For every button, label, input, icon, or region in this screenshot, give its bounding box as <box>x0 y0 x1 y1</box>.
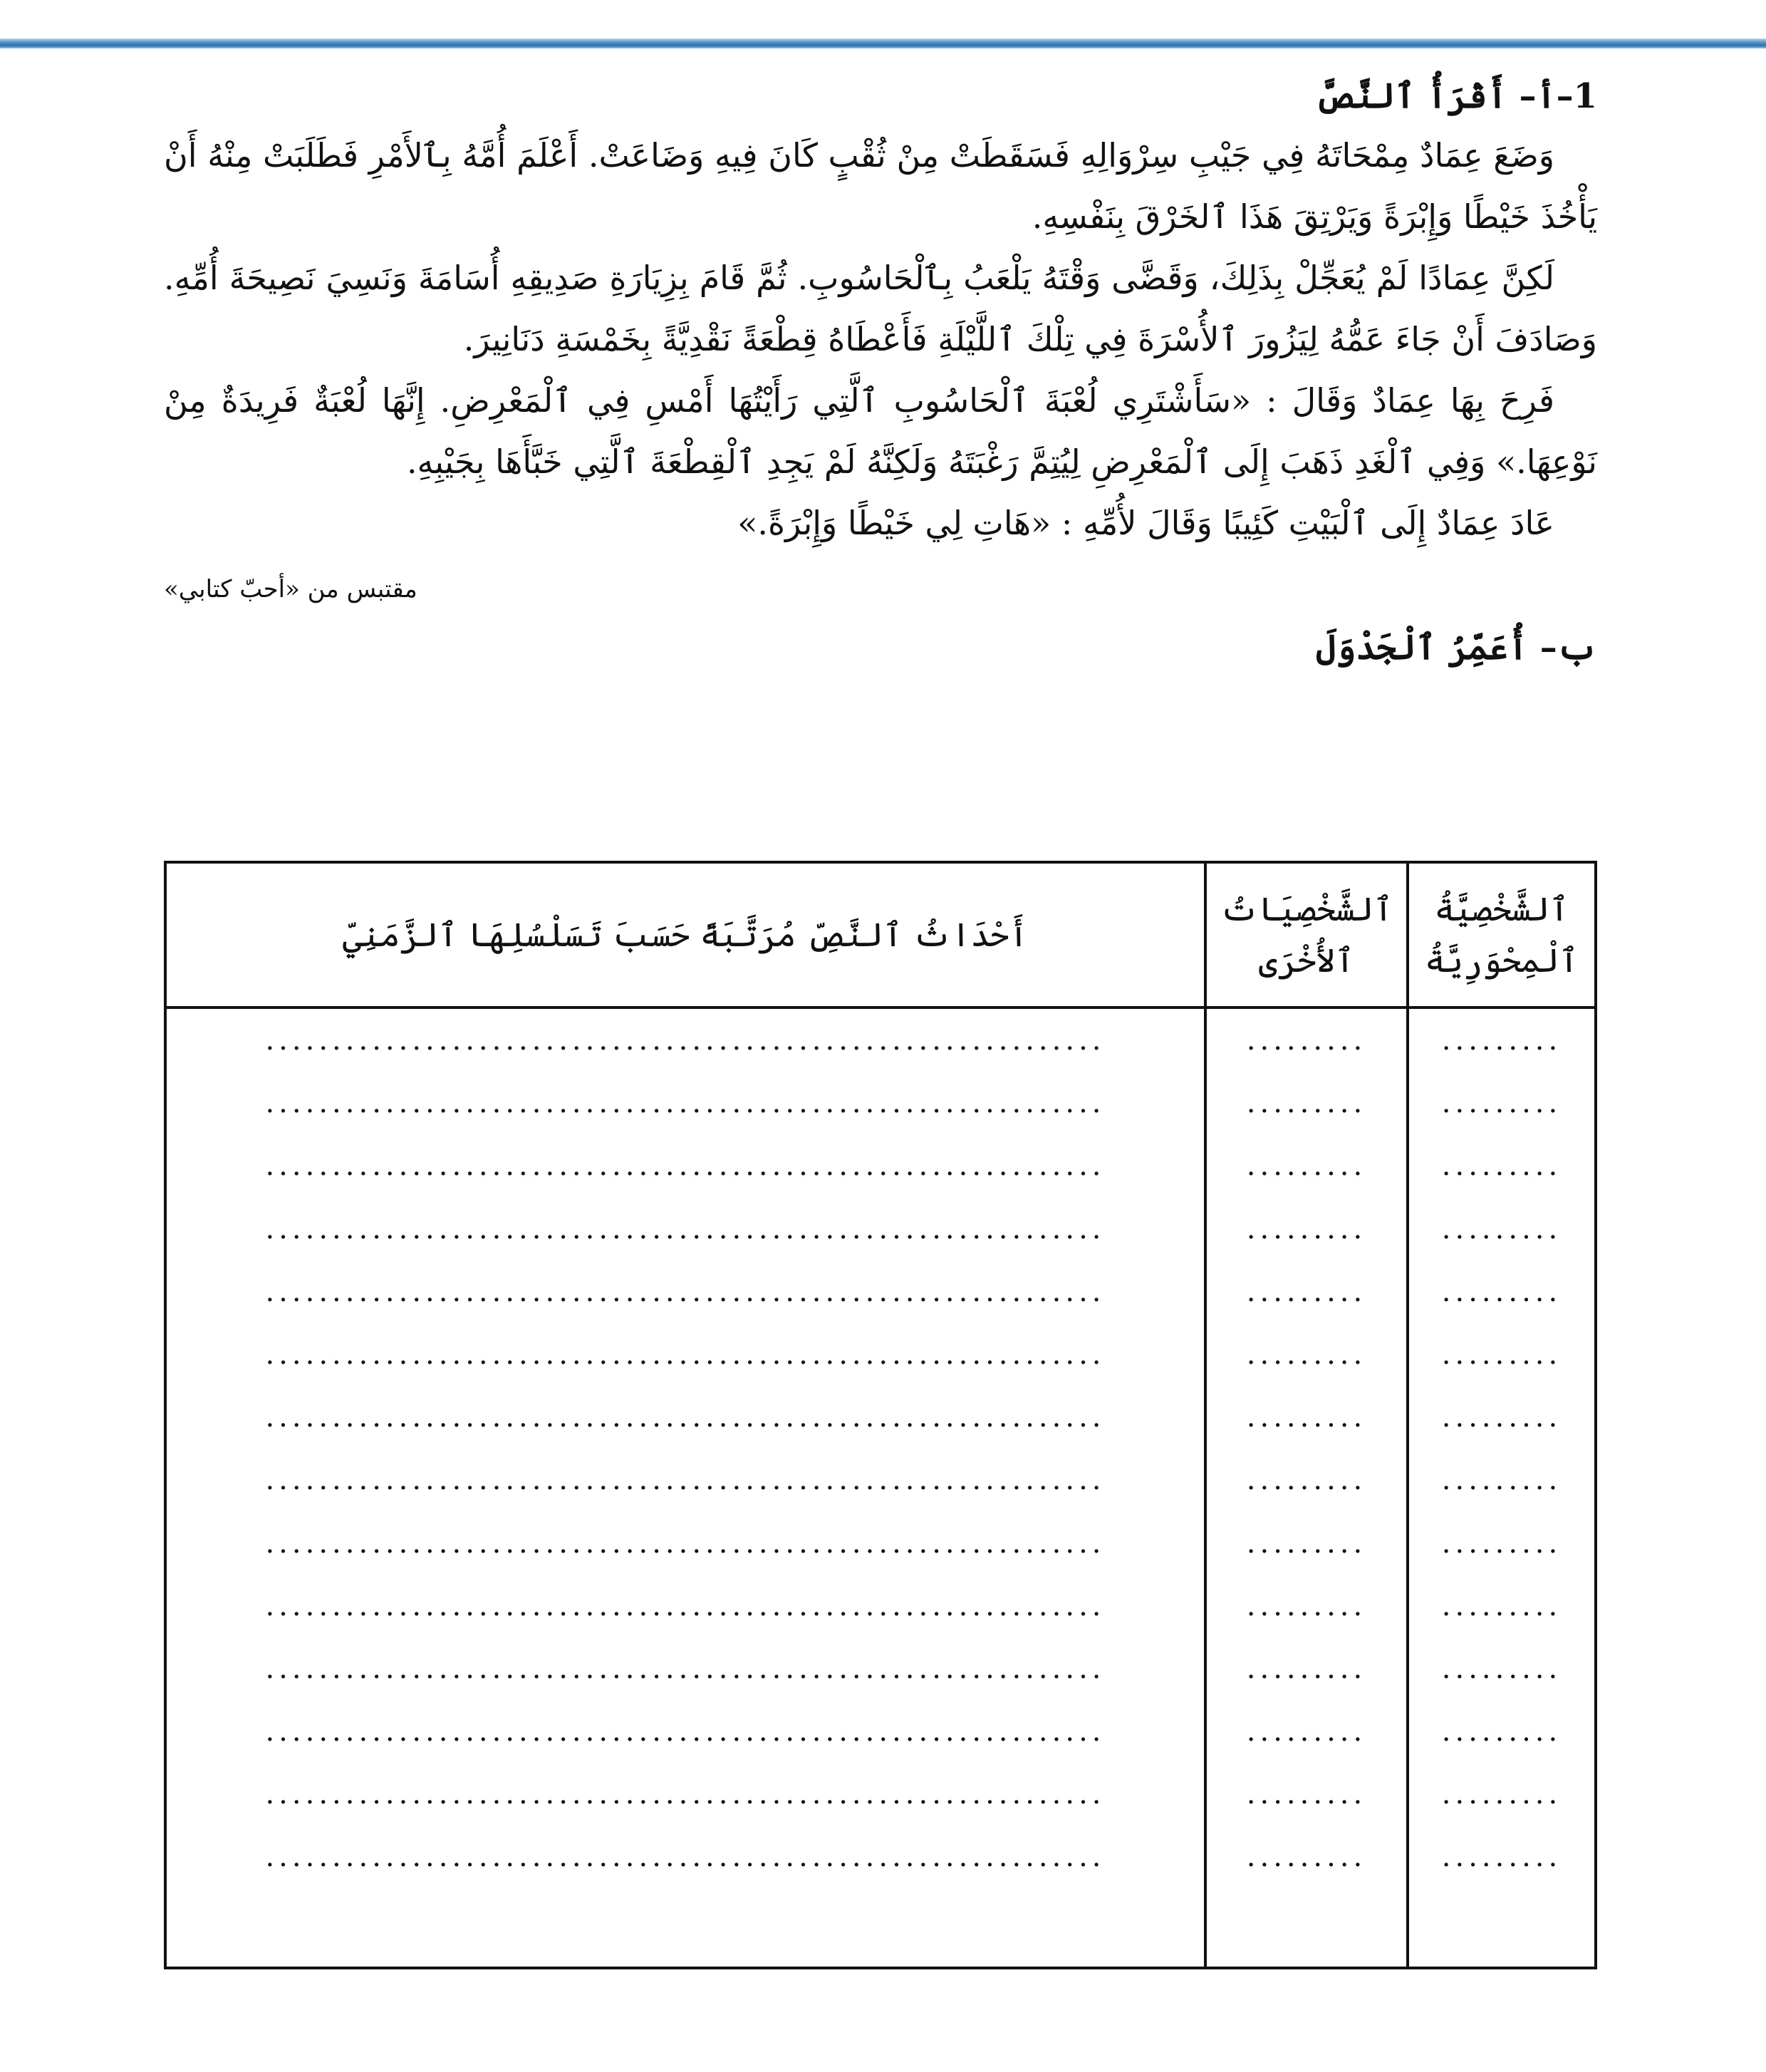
answer-line[interactable]: ............................................................... <box>265 1589 1106 1622</box>
answer-line[interactable]: ......... <box>1441 1337 1562 1371</box>
answer-line[interactable]: ............................................................... <box>265 1715 1106 1749</box>
answer-line[interactable]: ......... <box>1441 1149 1562 1183</box>
answer-line[interactable]: ......... <box>1246 1212 1367 1245</box>
header-events: أَحْدَاثُ ٱلنَّصِّ مُرَتَّبَةً حَسَبَ تَسَلْسُلِهَا ٱلزَّمَنِيّ <box>165 862 1205 1007</box>
answer-line[interactable]: ............................................................... <box>265 1149 1106 1183</box>
answer-line[interactable]: ............................................................... <box>265 1778 1106 1811</box>
answer-line[interactable]: ......... <box>1246 1149 1367 1183</box>
answer-line[interactable]: ............................................................... <box>265 1526 1106 1560</box>
answer-line[interactable]: ............................................................... <box>265 1024 1106 1057</box>
worksheet-text <box>164 68 1597 676</box>
answer-line[interactable]: ............................................................... <box>265 1840 1106 1874</box>
answer-line[interactable]: ......... <box>1441 1024 1562 1057</box>
answer-line[interactable]: ......... <box>1246 1401 1367 1434</box>
table-header-row <box>165 862 1596 1007</box>
answer-line[interactable]: ......... <box>1441 1715 1562 1749</box>
answer-line[interactable]: ......... <box>1441 1275 1562 1308</box>
answer-line[interactable]: ......... <box>1246 1024 1367 1057</box>
answer-line[interactable]: ......... <box>1246 1778 1367 1811</box>
answer-line[interactable]: ............................................................... <box>265 1464 1106 1497</box>
paragraph-2: لَكِنَّ عِمَادًا لَمْ يُعَجِّلْ بِذَلِكَ، وَقَضَّى وَقْتَهُ يَلْعَبُ بِٱلْحَاسُوبِ. ثُمَّ قَامَ بِزِيَارَةِ صَدِيقِهِ أُسَامَةَ وَنَسِيَ نَصِيحَةَ أُمِّهِ. وَصَادَفَ أَنْ جَاءَ عَمُّهُ لِيَزُورَ ٱلأُسْرَةَ فِي تِلْكَ ٱللَّيْلَةِ فَأَعْطَاهُ قِطْعَةً نَقْدِيَّةً بِخَمْسَةِ دَنَانِيرَ. <box>164 259 1597 358</box>
answer-line[interactable]: ......... <box>1441 1778 1562 1811</box>
header-main-character: ٱلشَّخْصِيَّةُ ٱلْمِحْوَرِيَّةُ <box>1408 862 1596 1007</box>
answer-line[interactable]: ............................................................... <box>265 1087 1106 1120</box>
answer-line[interactable]: ......... <box>1246 1337 1367 1371</box>
part-a-title: 1–أ– أَقْرَأُ ٱلنَّصَّ <box>1314 76 1597 116</box>
answer-line[interactable]: ............................................................... <box>265 1652 1106 1685</box>
header-other-characters: ٱلشَّخْصِيَاتُ ٱلأُخْرَى <box>1205 862 1408 1007</box>
answer-line[interactable]: ............................................................... <box>265 1212 1106 1245</box>
answer-line[interactable]: ......... <box>1246 1715 1367 1749</box>
table-answer-row <box>165 1007 1596 1968</box>
answer-line[interactable]: ............................................................... <box>265 1275 1106 1308</box>
answer-column-events <box>165 1007 1205 1968</box>
answer-line[interactable]: ......... <box>1441 1526 1562 1560</box>
answer-line[interactable]: ......... <box>1441 1087 1562 1120</box>
answer-line[interactable]: ......... <box>1441 1840 1562 1874</box>
answer-line[interactable]: ............................................................... <box>265 1337 1106 1371</box>
answer-line[interactable]: ......... <box>1246 1087 1367 1120</box>
source-citation: مقتبس من «أحبّ كتابي» <box>164 575 417 604</box>
answer-line[interactable]: ......... <box>1246 1840 1367 1874</box>
answer-line[interactable]: ......... <box>1246 1589 1367 1622</box>
answer-line[interactable]: ......... <box>1441 1589 1562 1622</box>
events-table <box>164 861 1597 1969</box>
answer-line[interactable]: ......... <box>1246 1526 1367 1560</box>
answer-line[interactable]: ............................................................... <box>265 1401 1106 1434</box>
paragraph-1: وَضَعَ عِمَادٌ مِمْحَاتَهُ فِي جَيْبِ سِرْوَالِهِ فَسَقَطَتْ مِنْ ثُقْبٍ كَانَ فِيهِ وَضَاعَتْ. أَعْلَمَ أُمَّهُ بِٱلأَمْرِ فَطَلَبَتْ مِنْهُ أَنْ يَأْخُذَ خَيْطًا وَإِبْرَةً وَيَرْتِقَ هَذَا ٱلخَرْقَ بِنَفْسِهِ. <box>164 136 1597 236</box>
paragraph-4: عَادَ عِمَادٌ إِلَى ٱلْبَيْتِ كَئِيبًا وَقَالَ لأُمِّهِ : «هَاتِ لِي خَيْطًا وَإِبْرَةً.» <box>737 504 1554 542</box>
answer-line[interactable]: ......... <box>1441 1212 1562 1245</box>
paragraph-3: فَرِحَ بِهَا عِمَادٌ وَقَالَ : «سَأَشْتَرِي لُعْبَةَ ٱلْحَاسُوبِ ٱلَّتِي رَأَيْتُهَا أَمْسِ فِي ٱلْمَعْرِضِ. إِنَّهَا لُعْبَةٌ فَرِيدَةٌ مِنْ نَوْعِهَا.» وَفِي ٱلْغَدِ ذَهَبَ إِلَى ٱلْمَعْرِضِ لِيُتِمَّ رَغْبَتَهُ وَلَكِنَّهُ لَمْ يَجِدِ ٱلْقِطْعَةَ ٱلَّتِي خَبَّأَهَا بِجَيْبِهِ. <box>164 381 1597 481</box>
answer-line[interactable]: ......... <box>1246 1275 1367 1308</box>
answer-line[interactable]: ......... <box>1441 1652 1562 1685</box>
top-divider <box>0 38 1766 48</box>
answer-line[interactable]: ......... <box>1246 1464 1367 1497</box>
answer-column-main-character <box>1408 1007 1596 1968</box>
answer-line[interactable]: ......... <box>1441 1464 1562 1497</box>
answer-line[interactable]: ......... <box>1246 1652 1367 1685</box>
answer-line[interactable]: ......... <box>1441 1401 1562 1434</box>
part-b-title: ب– أُعَمِّرُ ٱلْجَدْوَلَ <box>1316 628 1597 668</box>
answer-column-other-characters <box>1205 1007 1408 1968</box>
